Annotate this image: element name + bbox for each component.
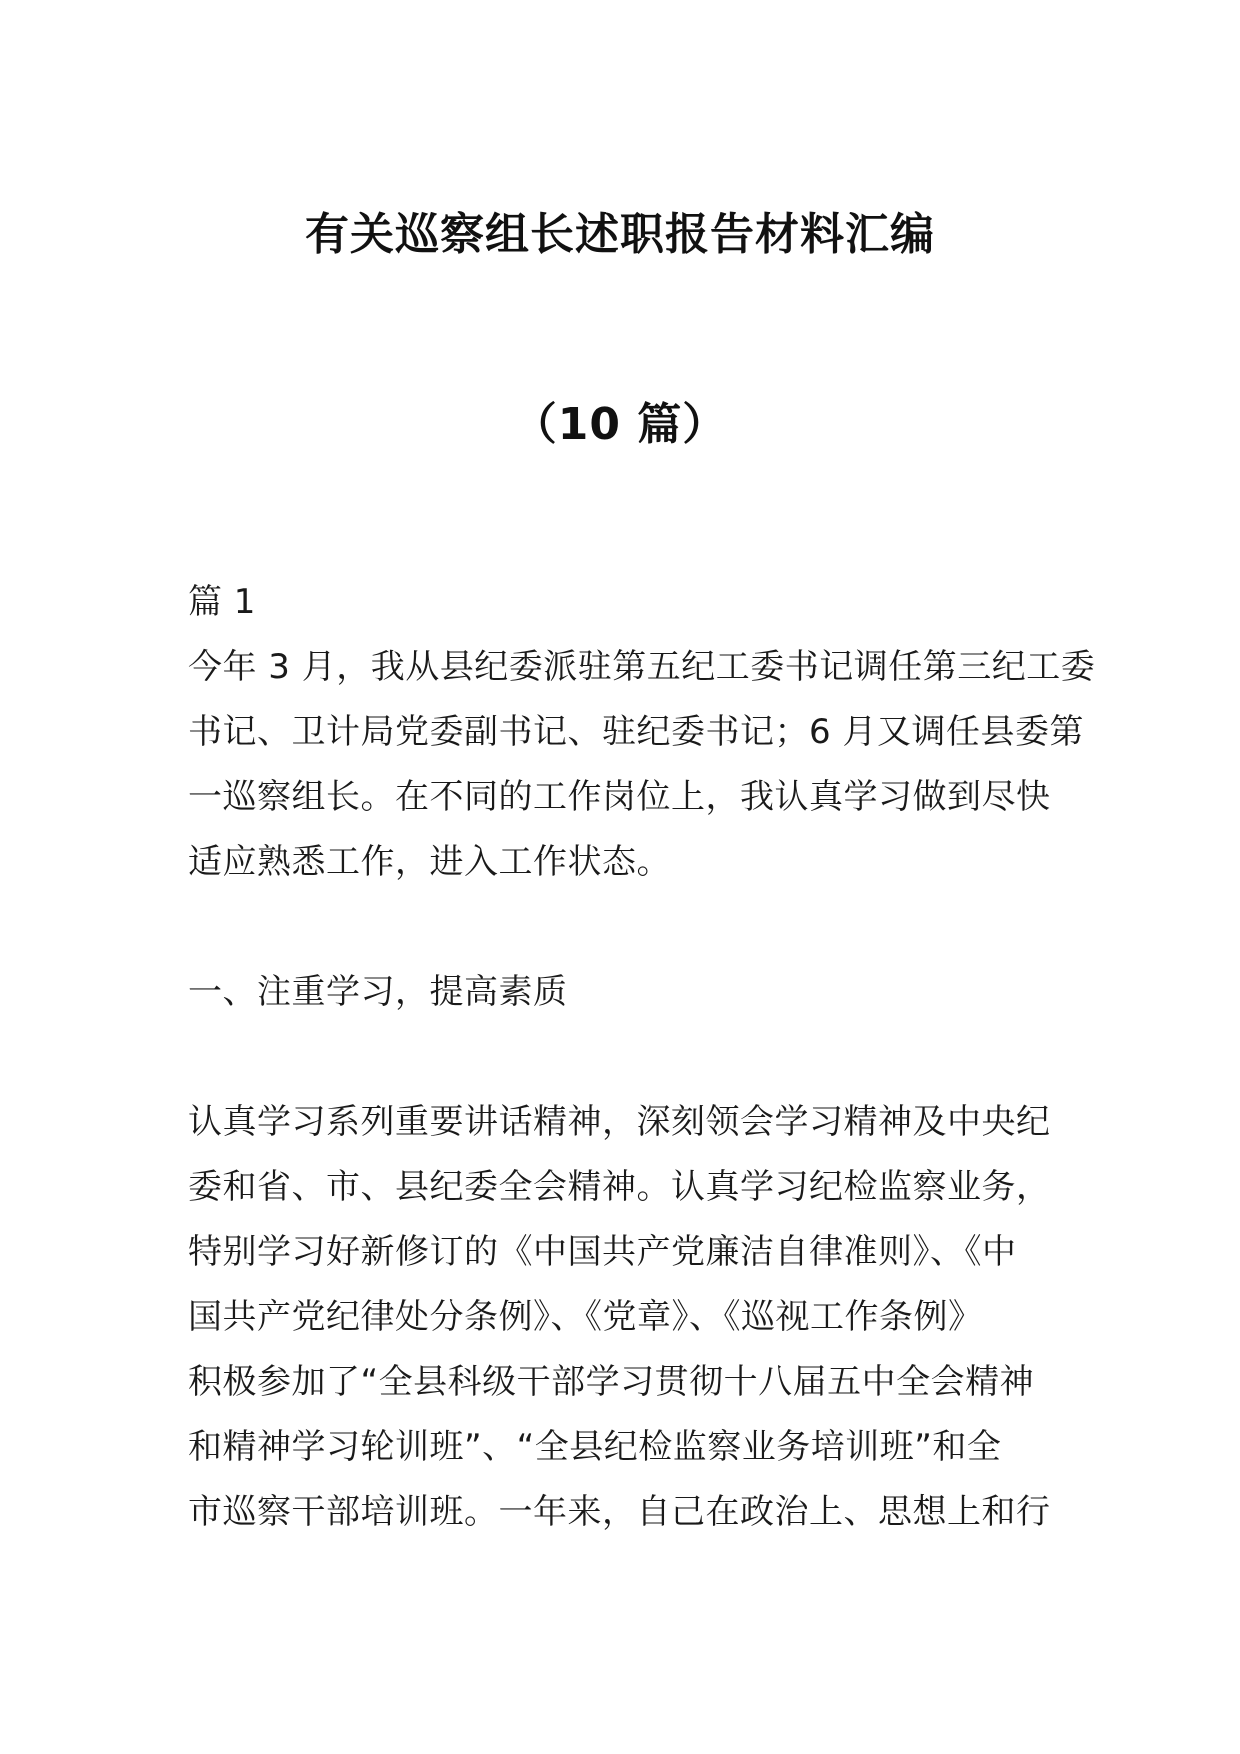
document-title: 有关巡察组长述职报告材料汇编 [305, 209, 935, 260]
paragraph-2-line: 委和省、市、县纪委全会精神。认真学习纪检监察业务， [188, 1167, 1051, 1207]
paragraph-2-line: 积极参加了“全县科级干部学习贯彻十八届五中全会精神 [188, 1362, 1035, 1402]
paragraph-2-line: 国共产党纪律处分条例》、《党章》、《巡视工作条例》 [188, 1297, 983, 1337]
paragraph-1-line: 书记、卫计局党委副书记、驻纪委书记；6 月又调任县委第 [188, 712, 1084, 752]
paragraph-1-line: 一巡察组长。在不同的工作岗位上，我认真学习做到尽快 [188, 777, 1051, 817]
paragraph-1-line: 适应熟悉工作，进入工作状态。 [188, 842, 671, 882]
section-1-heading: 一、注重学习，提高素质 [188, 972, 568, 1012]
paragraph-2-line: 特别学习好新修订的《中国共产党廉洁自律准则》、《中 [188, 1232, 1017, 1272]
paragraph-1-line: 今年 3 月，我从县纪委派驻第五纪工委书记调任第三纪工委 [188, 647, 1096, 687]
paragraph-2-line: 和精神学习轮训班”、“全县纪检监察业务培训班”和全 [188, 1427, 1002, 1467]
paragraph-2-line: 市巡察干部培训班。一年来，自己在政治上、思想上和行 [188, 1492, 1051, 1532]
paragraph-2 [188, 1090, 1058, 1545]
document-subtitle: （10 篇） [512, 399, 728, 450]
chapter-label: 篇 1 [188, 582, 256, 622]
paragraph-1 [188, 635, 1096, 895]
paragraph-2-line: 认真学习系列重要讲话精神，深刻领会学习精神及中央纪 [188, 1102, 1051, 1142]
